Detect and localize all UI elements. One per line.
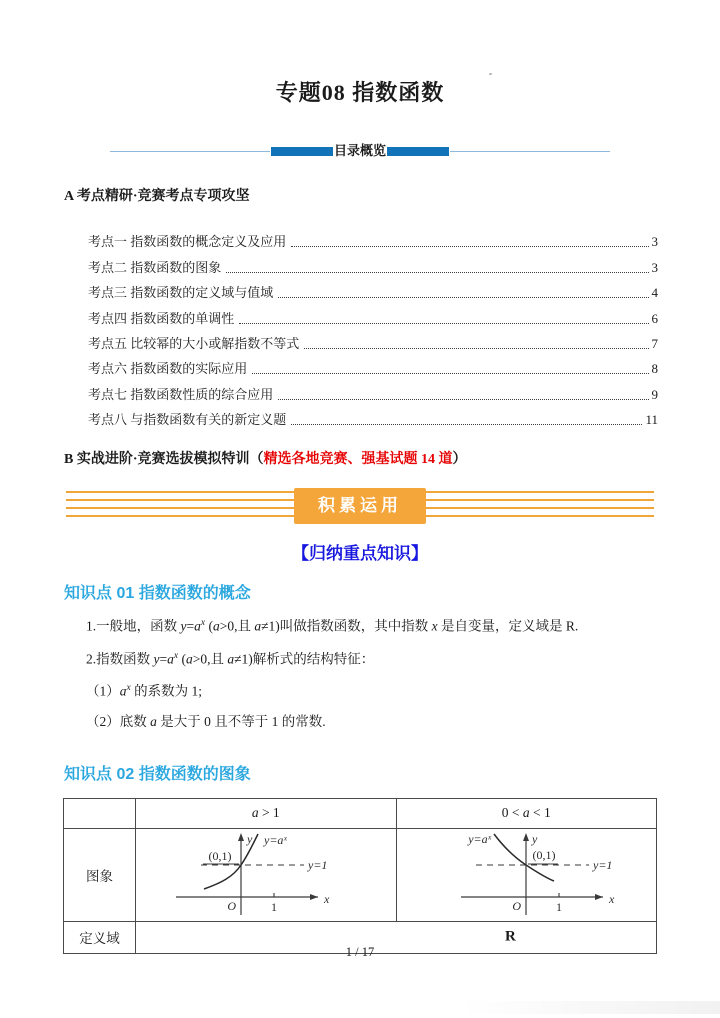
- toc-item-label: 考点五 比较幂的大小或解指数不等式: [88, 335, 300, 351]
- banner-left-bar: [271, 147, 333, 156]
- toc-item-label: 考点八 与指数函数有关的新定义题: [88, 412, 287, 428]
- asymptote-label: y=1: [307, 857, 328, 872]
- table-corner-cell: [64, 798, 136, 828]
- toc-page-number: 3: [651, 234, 658, 250]
- x-axis-arrow: [595, 894, 603, 900]
- tick-1-label: 1: [270, 899, 277, 914]
- header-a-gt-1: a > 1: [136, 798, 397, 828]
- domain-row-label: 定义域: [64, 921, 136, 953]
- toc-dotted-leader: [304, 348, 648, 349]
- toc-item-label: 考点六 指数函数的实际应用: [88, 361, 248, 377]
- toc-dotted-leader: [291, 424, 642, 425]
- exponential-function-table: [63, 798, 657, 954]
- toc-item-label: 考点四 指数函数的单调性: [88, 310, 235, 326]
- toc-page-number: 7: [651, 335, 658, 351]
- scan-artifact-dot: [489, 73, 492, 75]
- increasing-graph-cell: [136, 828, 397, 921]
- toc-item-4[interactable]: [88, 301, 658, 326]
- toc-item-label: 考点七 指数函数性质的综合应用: [88, 386, 274, 402]
- toc-item-label: 考点二 指数函数的图象: [88, 259, 222, 275]
- page-number-indicator: 1 / 17: [345, 945, 375, 959]
- toc-page-number: 8: [651, 361, 658, 377]
- toc-item-3[interactable]: [88, 276, 658, 301]
- x-axis-label: x: [323, 891, 330, 906]
- accumulate-badge: 积累运用: [294, 488, 426, 524]
- y-axis-label: y: [532, 831, 538, 846]
- scan-shadow-artifact: [458, 1001, 720, 1014]
- table-of-contents: [88, 225, 658, 428]
- toc-banner-label: 目录概览: [333, 143, 387, 158]
- origin-label: O: [227, 898, 236, 913]
- header-0-lt-a-lt-1: 0 < a < 1: [396, 798, 657, 828]
- y-axis-label: y: [246, 831, 253, 846]
- knowledge-summary-header: 【归纳重点知识】: [292, 544, 428, 564]
- kp1-item-1: $(1)a^x$ 的系数为 1;: [86, 683, 202, 699]
- table-header-row: [64, 798, 657, 828]
- toc-dotted-leader: [226, 272, 648, 273]
- toc-page-number: 4: [651, 285, 658, 301]
- y-axis-arrow: [523, 833, 529, 841]
- toc-item-2[interactable]: [88, 250, 658, 275]
- x-axis-arrow: [310, 894, 318, 900]
- decreasing-graph-cell: [396, 828, 657, 921]
- kp1-paragraph-2: 2.指数函数 $y=a^x$ (a>0,且 a≠1)解析式的结构特征：: [86, 650, 375, 667]
- toc-page-number: 3: [651, 259, 658, 275]
- kp1-paragraph-1: 1.一般地，函数 $y=a^x$ (a>0,且 a≠1)叫做指数函数，其中指数 x 是自变量，定义域是 R.: [86, 618, 579, 634]
- page-title: 专题08 指数函数: [275, 80, 445, 105]
- y-axis-arrow: [238, 833, 244, 841]
- toc-item-1[interactable]: [88, 225, 658, 250]
- knowledge-point-2-heading: 知识点 02 指数函数的图象: [64, 765, 251, 783]
- toc-item-label: 考点三 指数函数的定义域与值域: [88, 285, 274, 301]
- banner-right-bar: [387, 147, 449, 156]
- toc-dotted-leader: [278, 297, 648, 298]
- section-b-highlight: 精选各地竞赛、强基试题 14 道: [263, 452, 453, 468]
- toc-dotted-leader: [278, 399, 648, 400]
- graph-row-label: 图象: [64, 828, 136, 921]
- point-0-1-label: (0,1): [532, 847, 556, 862]
- point-0-1-label: (0,1): [208, 848, 232, 863]
- exp-increasing-graph: [146, 829, 386, 917]
- graph-row: [64, 828, 657, 921]
- toc-dotted-leader: [239, 323, 648, 324]
- toc-item-label: 考点一 指数函数的概念定义及应用: [88, 234, 287, 250]
- toc-item-5[interactable]: [88, 327, 658, 352]
- toc-item-6[interactable]: [88, 352, 658, 377]
- toc-page-number: 11: [645, 412, 658, 428]
- toc-item-8[interactable]: [88, 403, 658, 428]
- accumulate-badge-block: [64, 488, 656, 524]
- curve-equation-label: y=aˣ: [468, 831, 492, 846]
- exp-decreasing-graph: [406, 829, 646, 917]
- section-b-prefix: B 实战进阶·竞赛选拔模拟特训（: [64, 452, 264, 468]
- knowledge-point-1-heading: 知识点 01 指数函数的概念: [64, 585, 251, 603]
- origin-label: O: [512, 898, 522, 913]
- tick-1-label: 1: [556, 899, 563, 914]
- section-a-heading: A 考点精研·竞赛考点专项攻坚: [64, 189, 250, 204]
- toc-dotted-leader: [291, 246, 648, 247]
- domain-value: R: [504, 928, 516, 945]
- section-b-heading: [64, 448, 720, 468]
- x-axis-label: x: [609, 891, 615, 906]
- toc-page-number: 9: [651, 386, 658, 402]
- toc-page-number: 6: [651, 310, 658, 326]
- curve-equation-label: y=aˣ: [263, 832, 287, 847]
- kp1-item-2: （2）底数 a 是大于 0 且不等于 1 的常数.: [86, 713, 326, 729]
- section-b-suffix: ）: [452, 452, 467, 468]
- asymptote-label: y=1: [593, 857, 613, 872]
- banner-center-group: [270, 143, 450, 159]
- toc-banner: [110, 143, 610, 159]
- toc-item-7[interactable]: [88, 377, 658, 402]
- toc-dotted-leader: [252, 373, 648, 374]
